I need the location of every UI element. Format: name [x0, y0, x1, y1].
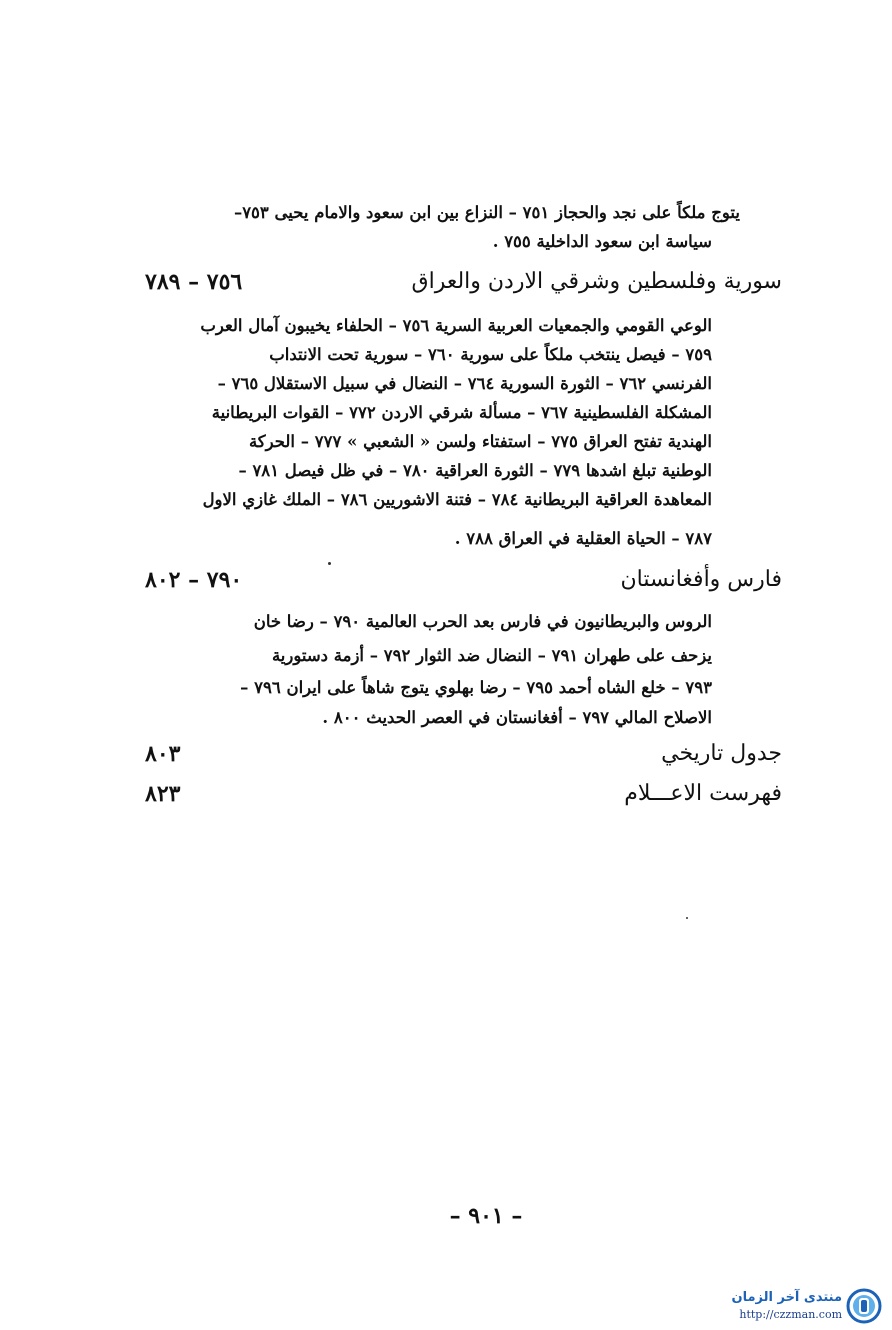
intro-line-1: يتوج ملكاً على نجد والحجاز ٧٥١ – النزاع بين ابن سعود والامام يحيى ٧٥٣–	[233, 203, 740, 222]
section-title-syria: سورية وفلسطين وشرقي الاردن والعراق	[411, 269, 782, 294]
syria-line-5: الهندية تفتح العراق ٧٧٥ – استفتاء ولسن « الشعبي » ٧٧٧ – الحركة	[248, 432, 712, 451]
syria-line-8: ٧٨٧ – الحياة العقلية في العراق ٧٨٨ .	[454, 529, 712, 548]
section-title-index: فهرست الاعـــلام	[624, 781, 782, 806]
persia-line-2: يزحف على طهران ٧٩١ – النضال ضد الثوار ٧٩٢ – أزمة دستورية	[271, 646, 712, 665]
persia-line-1: الروس والبريطانيون في فارس بعد الحرب العالمية ٧٩٠ – رضا خان	[253, 612, 712, 631]
syria-line-3: الفرنسي ٧٦٢ – الثورة السورية ٧٦٤ – النضال في سبيل الاستقلال ٧٦٥ –	[217, 374, 712, 393]
speck-dot	[686, 917, 688, 919]
watermark-title: منتدى آخر الزمان	[731, 1290, 842, 1305]
syria-line-6: الوطنية تبلغ اشدها ٧٧٩ – الثورة العراقية ٧٨٠ – في ظل فيصل ٧٨١ –	[238, 461, 712, 480]
section-pages-chronology: ٨٠٣	[145, 741, 181, 767]
syria-line-7: المعاهدة العراقية البريطانية ٧٨٤ – فتنة الاشوريين ٧٨٦ – الملك غازي الاول	[202, 490, 712, 509]
page-number: – ٩٠١ –	[449, 1203, 523, 1229]
speck-dot	[328, 562, 331, 565]
syria-line-1: الوعي القومي والجمعيات العربية السرية ٧٥٦ – الحلفاء يخيبون آمال العرب	[200, 316, 712, 335]
section-pages-persia: ٧٩٠ – ٨٠٢	[145, 567, 243, 593]
site-watermark	[700, 1288, 886, 1326]
section-pages-syria: ٧٥٦ – ٧٨٩	[145, 269, 243, 295]
intro-line-2: سياسة ابن سعود الداخلية ٧٥٥ .	[492, 232, 712, 251]
forum-logo-icon	[846, 1288, 882, 1324]
section-pages-index: ٨٢٣	[145, 781, 181, 807]
persia-line-4: الاصلاح المالي ٧٩٧ – أفغانستان في العصر الحديث ٨٠٠ .	[322, 708, 712, 727]
watermark-url[interactable]: http://czzman.com	[739, 1308, 842, 1321]
syria-line-2: ٧٥٩ – فيصل ينتخب ملكاً على سورية ٧٦٠ – سورية تحت الانتداب	[269, 345, 712, 364]
section-title-chronology: جدول تاريخي	[661, 741, 782, 766]
syria-line-4: المشكلة الفلسطينية ٧٦٧ – مسألة شرقي الاردن ٧٧٢ – القوات البريطانية	[211, 403, 712, 422]
section-title-persia: فارس وأفغانستان	[620, 567, 782, 592]
persia-line-3: ٧٩٣ – خلع الشاه أحمد ٧٩٥ – رضا بهلوي يتوج شاهاً على ايران ٧٩٦ –	[240, 678, 712, 697]
